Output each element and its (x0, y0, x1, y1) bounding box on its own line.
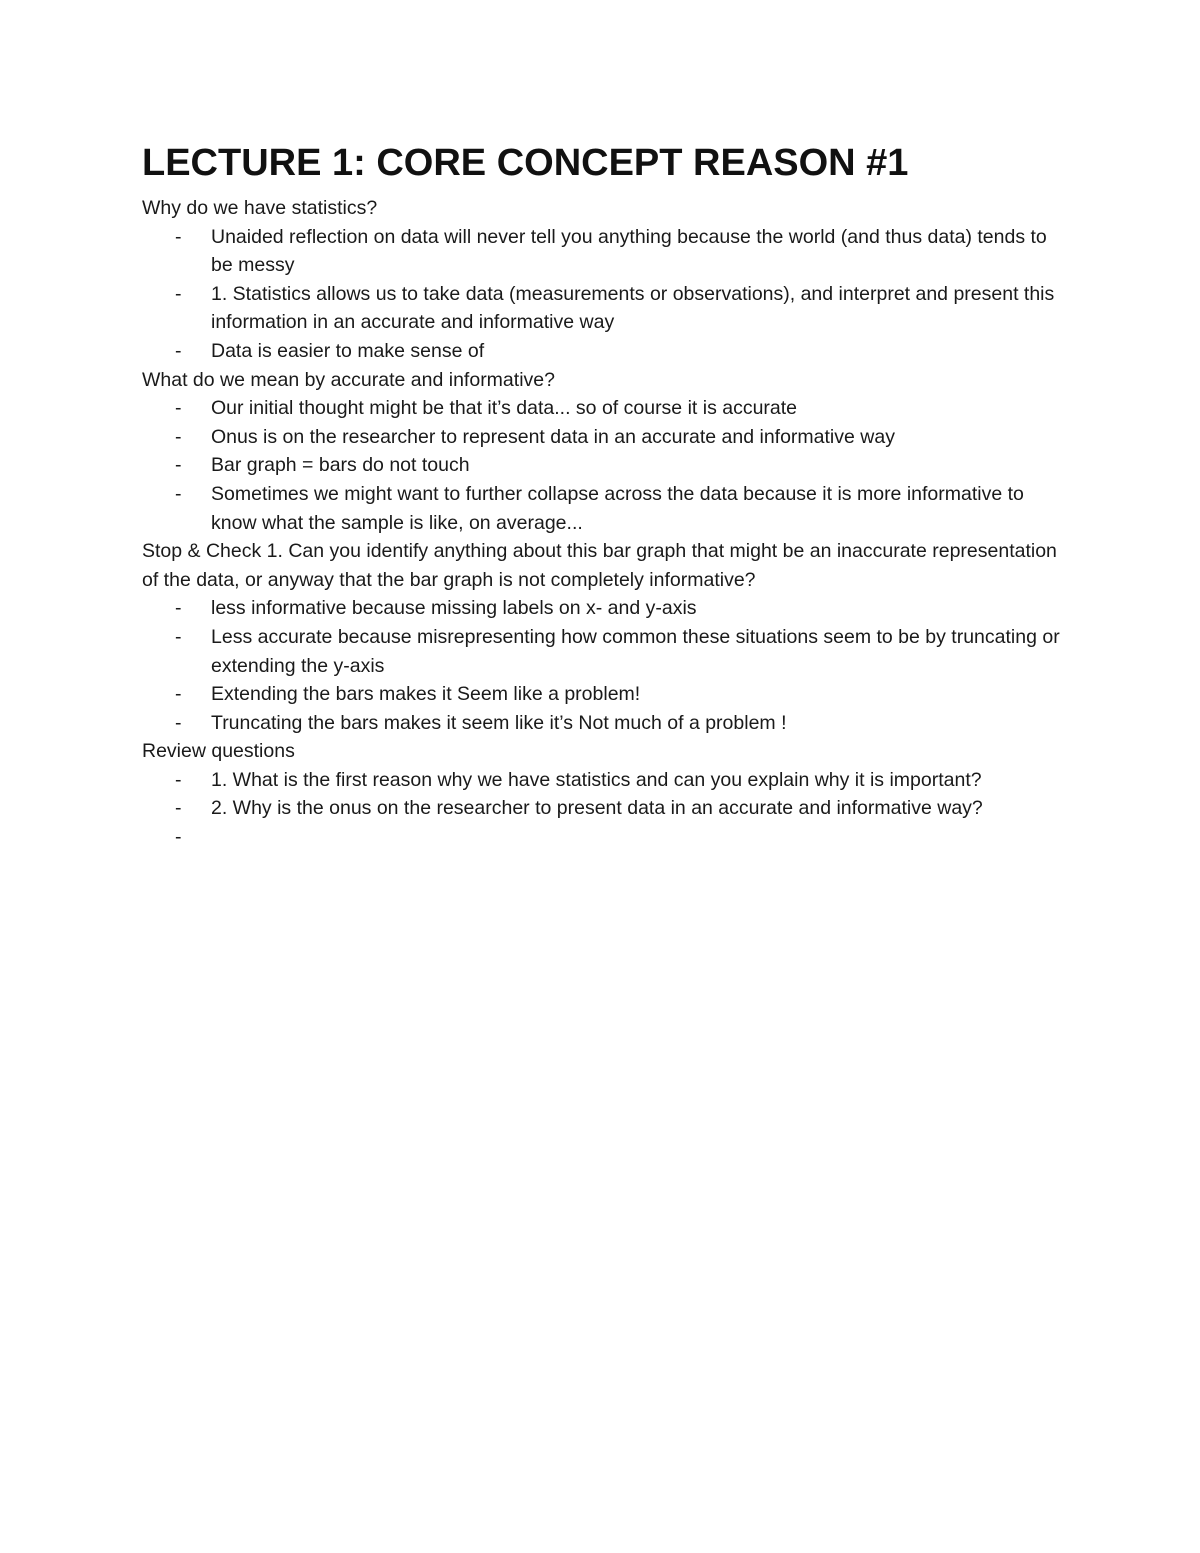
list-item-text (211, 826, 216, 848)
section-review-questions (142, 737, 1072, 851)
section-accurate-informative (142, 366, 1072, 538)
list-item-text: Less accurate because misrepresenting how common these situations seem to be by truncating or extending the y-axis (211, 625, 1060, 677)
list-item (142, 794, 1072, 823)
list-item-text: 1. Statistics allows us to take data (measurements or observations), and interpret and present this information in an accurate and informative way (211, 282, 1055, 334)
bullet-dash: - (175, 711, 182, 734)
section-stop-and-check (142, 537, 1072, 737)
list-item (142, 709, 1072, 738)
list-item-text: Onus is on the researcher to represent data in an accurate and informative way (211, 425, 895, 448)
list-item-text: Data is easier to make sense of (211, 339, 485, 362)
list-item (142, 223, 1072, 280)
list-item-text: Our initial thought might be that it’s data... so of course it is accurate (211, 397, 798, 420)
bullet-dash: - (175, 225, 182, 248)
bullet-dash: - (175, 768, 182, 791)
document-page (142, 140, 1072, 852)
bullet-dash: - (175, 826, 182, 849)
bullet-dash: - (175, 597, 182, 620)
bullet-list (142, 594, 1072, 737)
list-item (142, 480, 1072, 537)
section-heading: Why do we have statistics? (142, 197, 378, 219)
section-why-statistics (142, 194, 1072, 366)
list-item-text: Sometimes we might want to further collapse across the data because it is more informative to know what the sample is like, on average... (211, 482, 1024, 534)
bullet-list (142, 394, 1072, 537)
list-item (142, 280, 1072, 337)
bullet-dash: - (175, 683, 182, 706)
section-heading: Review questions (142, 740, 295, 763)
list-item (142, 823, 1072, 852)
bullet-dash: - (175, 454, 182, 477)
bullet-list (142, 223, 1072, 366)
list-item (142, 623, 1072, 680)
bullet-dash: - (175, 282, 182, 305)
list-item-text: Truncating the bars makes it seem like it’s Not much of a problem ! (211, 711, 787, 734)
list-item-text: Bar graph = bars do not touch (211, 454, 470, 477)
list-item-text: less informative because missing labels on x- and y-axis (211, 597, 697, 620)
bullet-list (142, 766, 1072, 852)
document-title: LECTURE 1: CORE CONCEPT REASON #1 (142, 142, 909, 184)
list-item (142, 394, 1072, 423)
section-heading: What do we mean by accurate and informative? (142, 368, 555, 391)
list-item (142, 594, 1072, 623)
list-item (142, 423, 1072, 452)
bullet-dash: - (175, 482, 182, 505)
bullet-dash: - (175, 625, 182, 648)
list-item (142, 337, 1072, 366)
list-item (142, 680, 1072, 709)
list-item-text: 1. What is the first reason why we have statistics and can you explain why it is important? (211, 768, 982, 791)
list-item (142, 766, 1072, 795)
list-item (142, 451, 1072, 480)
section-heading: Stop & Check 1. Can you identify anything about this bar graph that might be an inaccurate representation of the data, or anyway that the bar graph is not completely informative? (142, 540, 1057, 591)
bullet-dash: - (175, 425, 182, 448)
bullet-dash: - (175, 397, 182, 420)
list-item-text: Extending the bars makes it Seem like a problem! (211, 683, 641, 706)
list-item-text: Unaided reflection on data will never tell you anything because the world (and thus data) tends to be messy (211, 225, 1047, 277)
bullet-dash: - (175, 339, 182, 362)
bullet-dash: - (175, 797, 182, 820)
list-item-text: 2. Why is the onus on the researcher to present data in an accurate and informative way? (211, 797, 983, 820)
